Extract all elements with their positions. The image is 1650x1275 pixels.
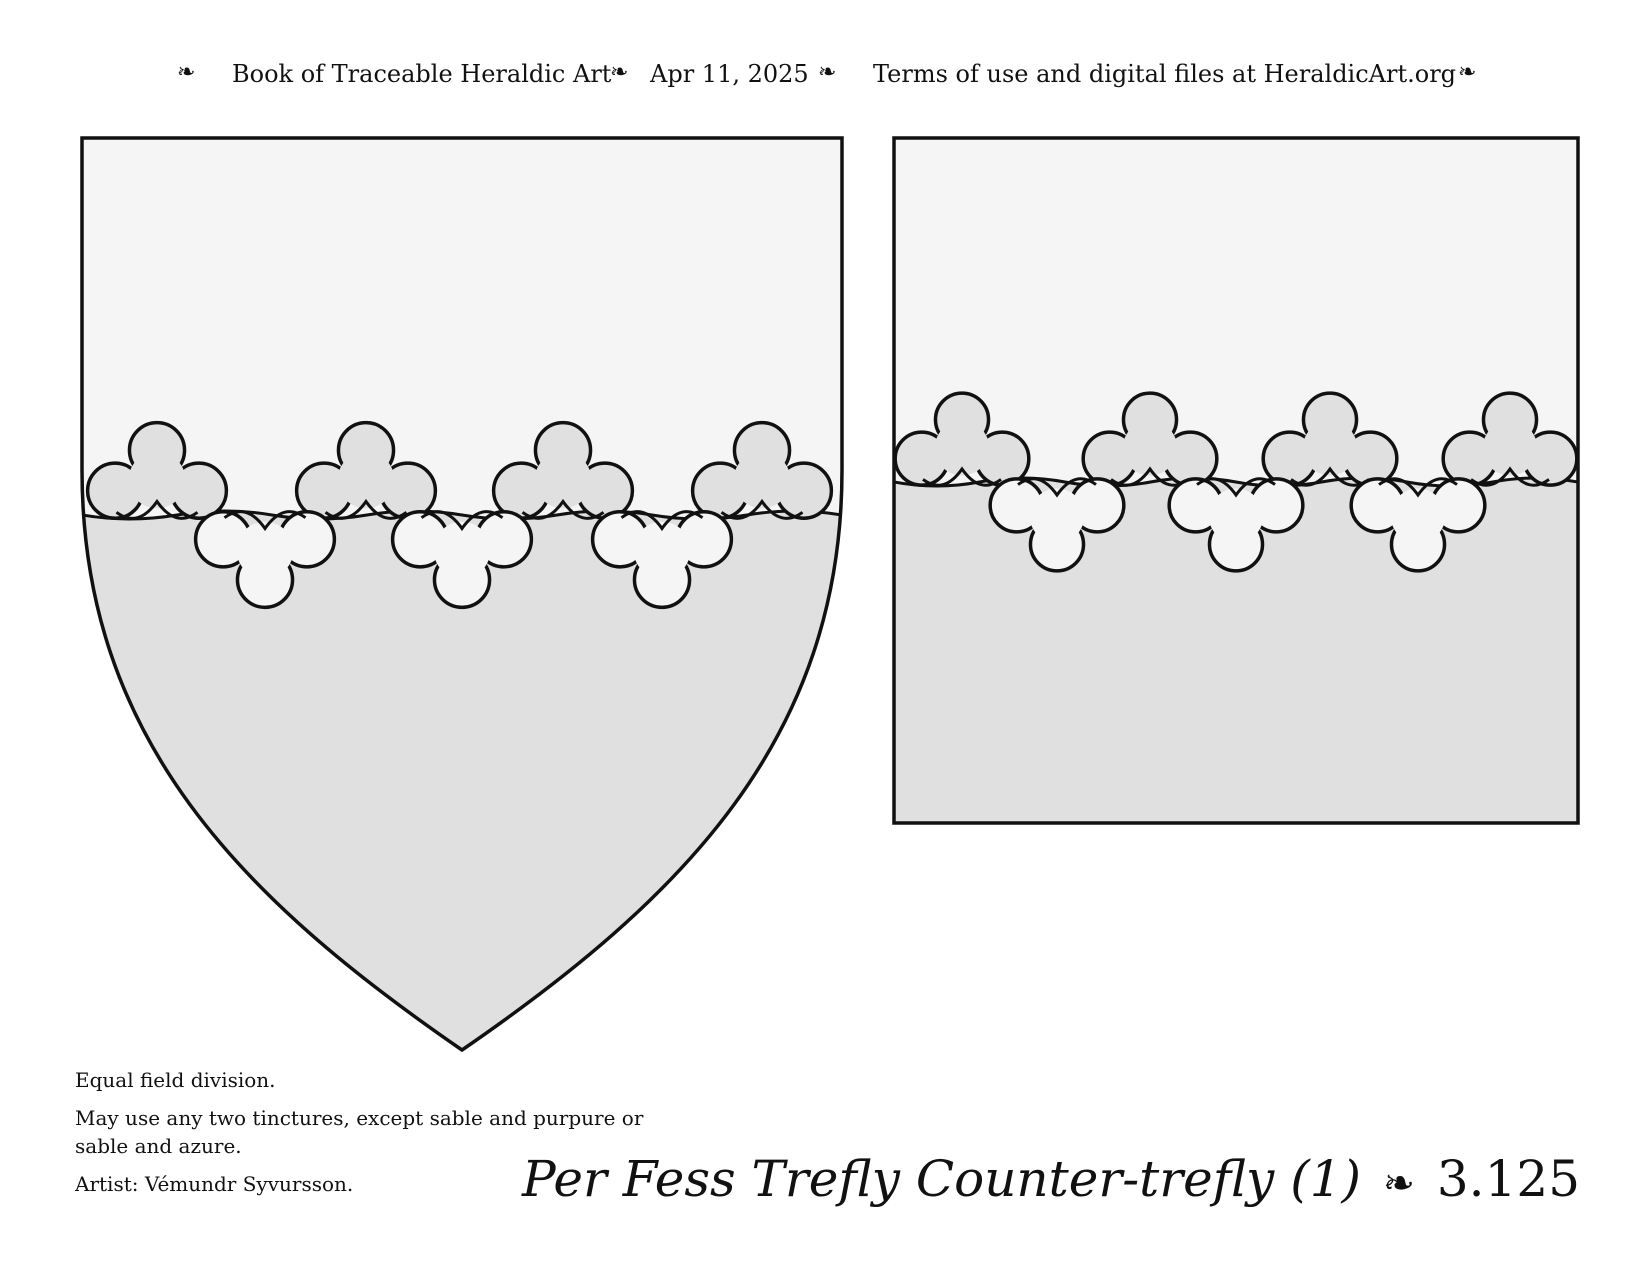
header-date: Apr 11, 2025: [650, 60, 809, 88]
plate-number: 3.125: [1436, 1150, 1580, 1208]
note-tinctures: May use any two tinctures, except sable and purpure or sable and azure.: [75, 1106, 644, 1158]
book-title: Book of Traceable Heraldic Art: [232, 60, 612, 88]
shield: [82, 138, 842, 1060]
fleuron-icon: ❧: [610, 60, 629, 85]
fleuron-icon: ❧: [818, 60, 837, 85]
terms-link[interactable]: Terms of use and digital files at HeraldicArt.org: [873, 60, 1457, 88]
fleuron-icon: ❧: [1458, 60, 1477, 85]
square-panel: [894, 138, 1578, 823]
note-artist: Artist: Vémundr Syvursson.: [75, 1172, 354, 1196]
fleuron-icon: ❧: [177, 60, 196, 85]
plate-title: [522, 1150, 1580, 1208]
plate-name: Per Fess Trefly Counter-trefly (1): [522, 1150, 1362, 1208]
note-field-division: Equal field division.: [75, 1068, 276, 1092]
fleuron-icon: ❧: [1383, 1161, 1415, 1205]
